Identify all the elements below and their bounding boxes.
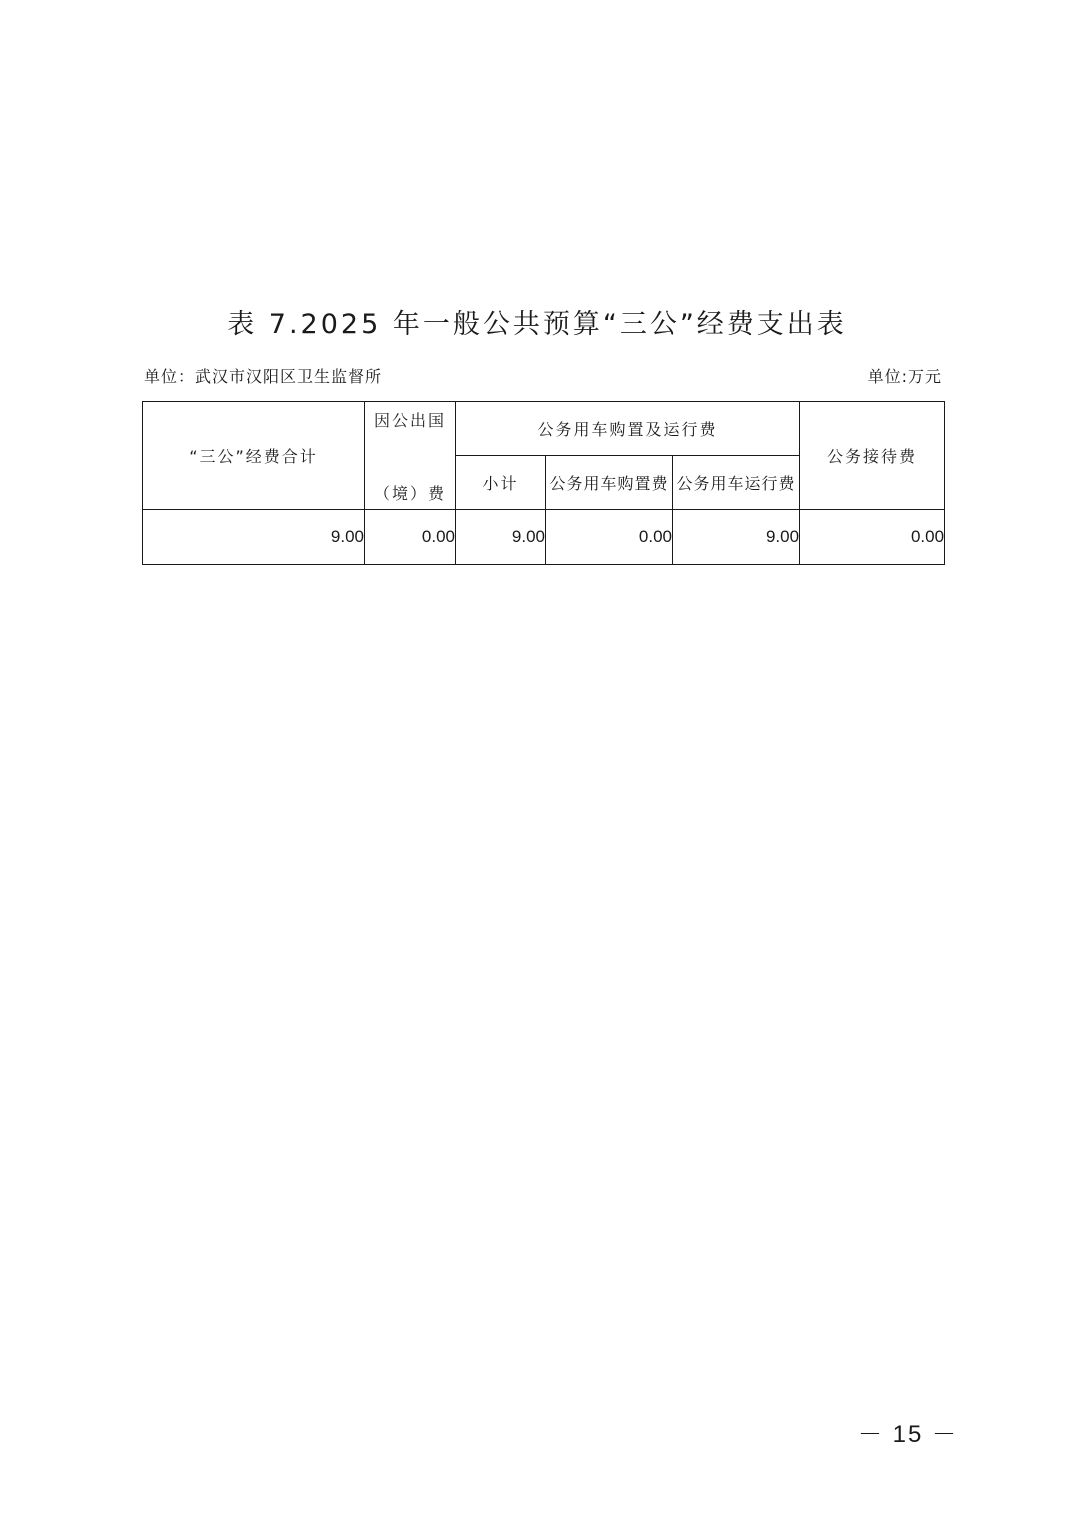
header-abroad bbox=[365, 402, 456, 510]
header-total: “三公”经费合计 bbox=[143, 402, 365, 510]
cell-subtotal: 9.00 bbox=[456, 510, 546, 565]
cell-vehicle-purchase: 0.00 bbox=[546, 510, 673, 565]
header-vehicle-operation: 公务用车运行费 bbox=[673, 456, 800, 510]
header-reception: 公务接待费 bbox=[800, 402, 945, 510]
unit-organization: 单位：武汉市汉阳区卫生监督所 bbox=[144, 367, 383, 386]
page-title: 表 7.2025 年一般公共预算“三公”经费支出表 bbox=[227, 309, 847, 340]
page-number: － 15 － bbox=[858, 1421, 959, 1448]
header-abroad-line2: （境）费 bbox=[373, 483, 446, 503]
header-subtotal: 小计 bbox=[456, 456, 546, 510]
header-abroad-line1: 因公出国 bbox=[373, 410, 446, 430]
cell-vehicle-operation: 9.00 bbox=[673, 510, 800, 565]
cell-abroad: 0.00 bbox=[365, 510, 456, 565]
three-public-expenses-table bbox=[142, 401, 945, 565]
cell-reception: 0.00 bbox=[800, 510, 945, 565]
cell-total: 9.00 bbox=[143, 510, 365, 565]
header-vehicle-group: 公务用车购置及运行费 bbox=[456, 402, 800, 456]
table-header-row-1 bbox=[143, 402, 945, 456]
table-row bbox=[143, 510, 945, 565]
header-vehicle-purchase: 公务用车购置费 bbox=[546, 456, 673, 510]
unit-currency: 单位:万元 bbox=[867, 367, 942, 386]
